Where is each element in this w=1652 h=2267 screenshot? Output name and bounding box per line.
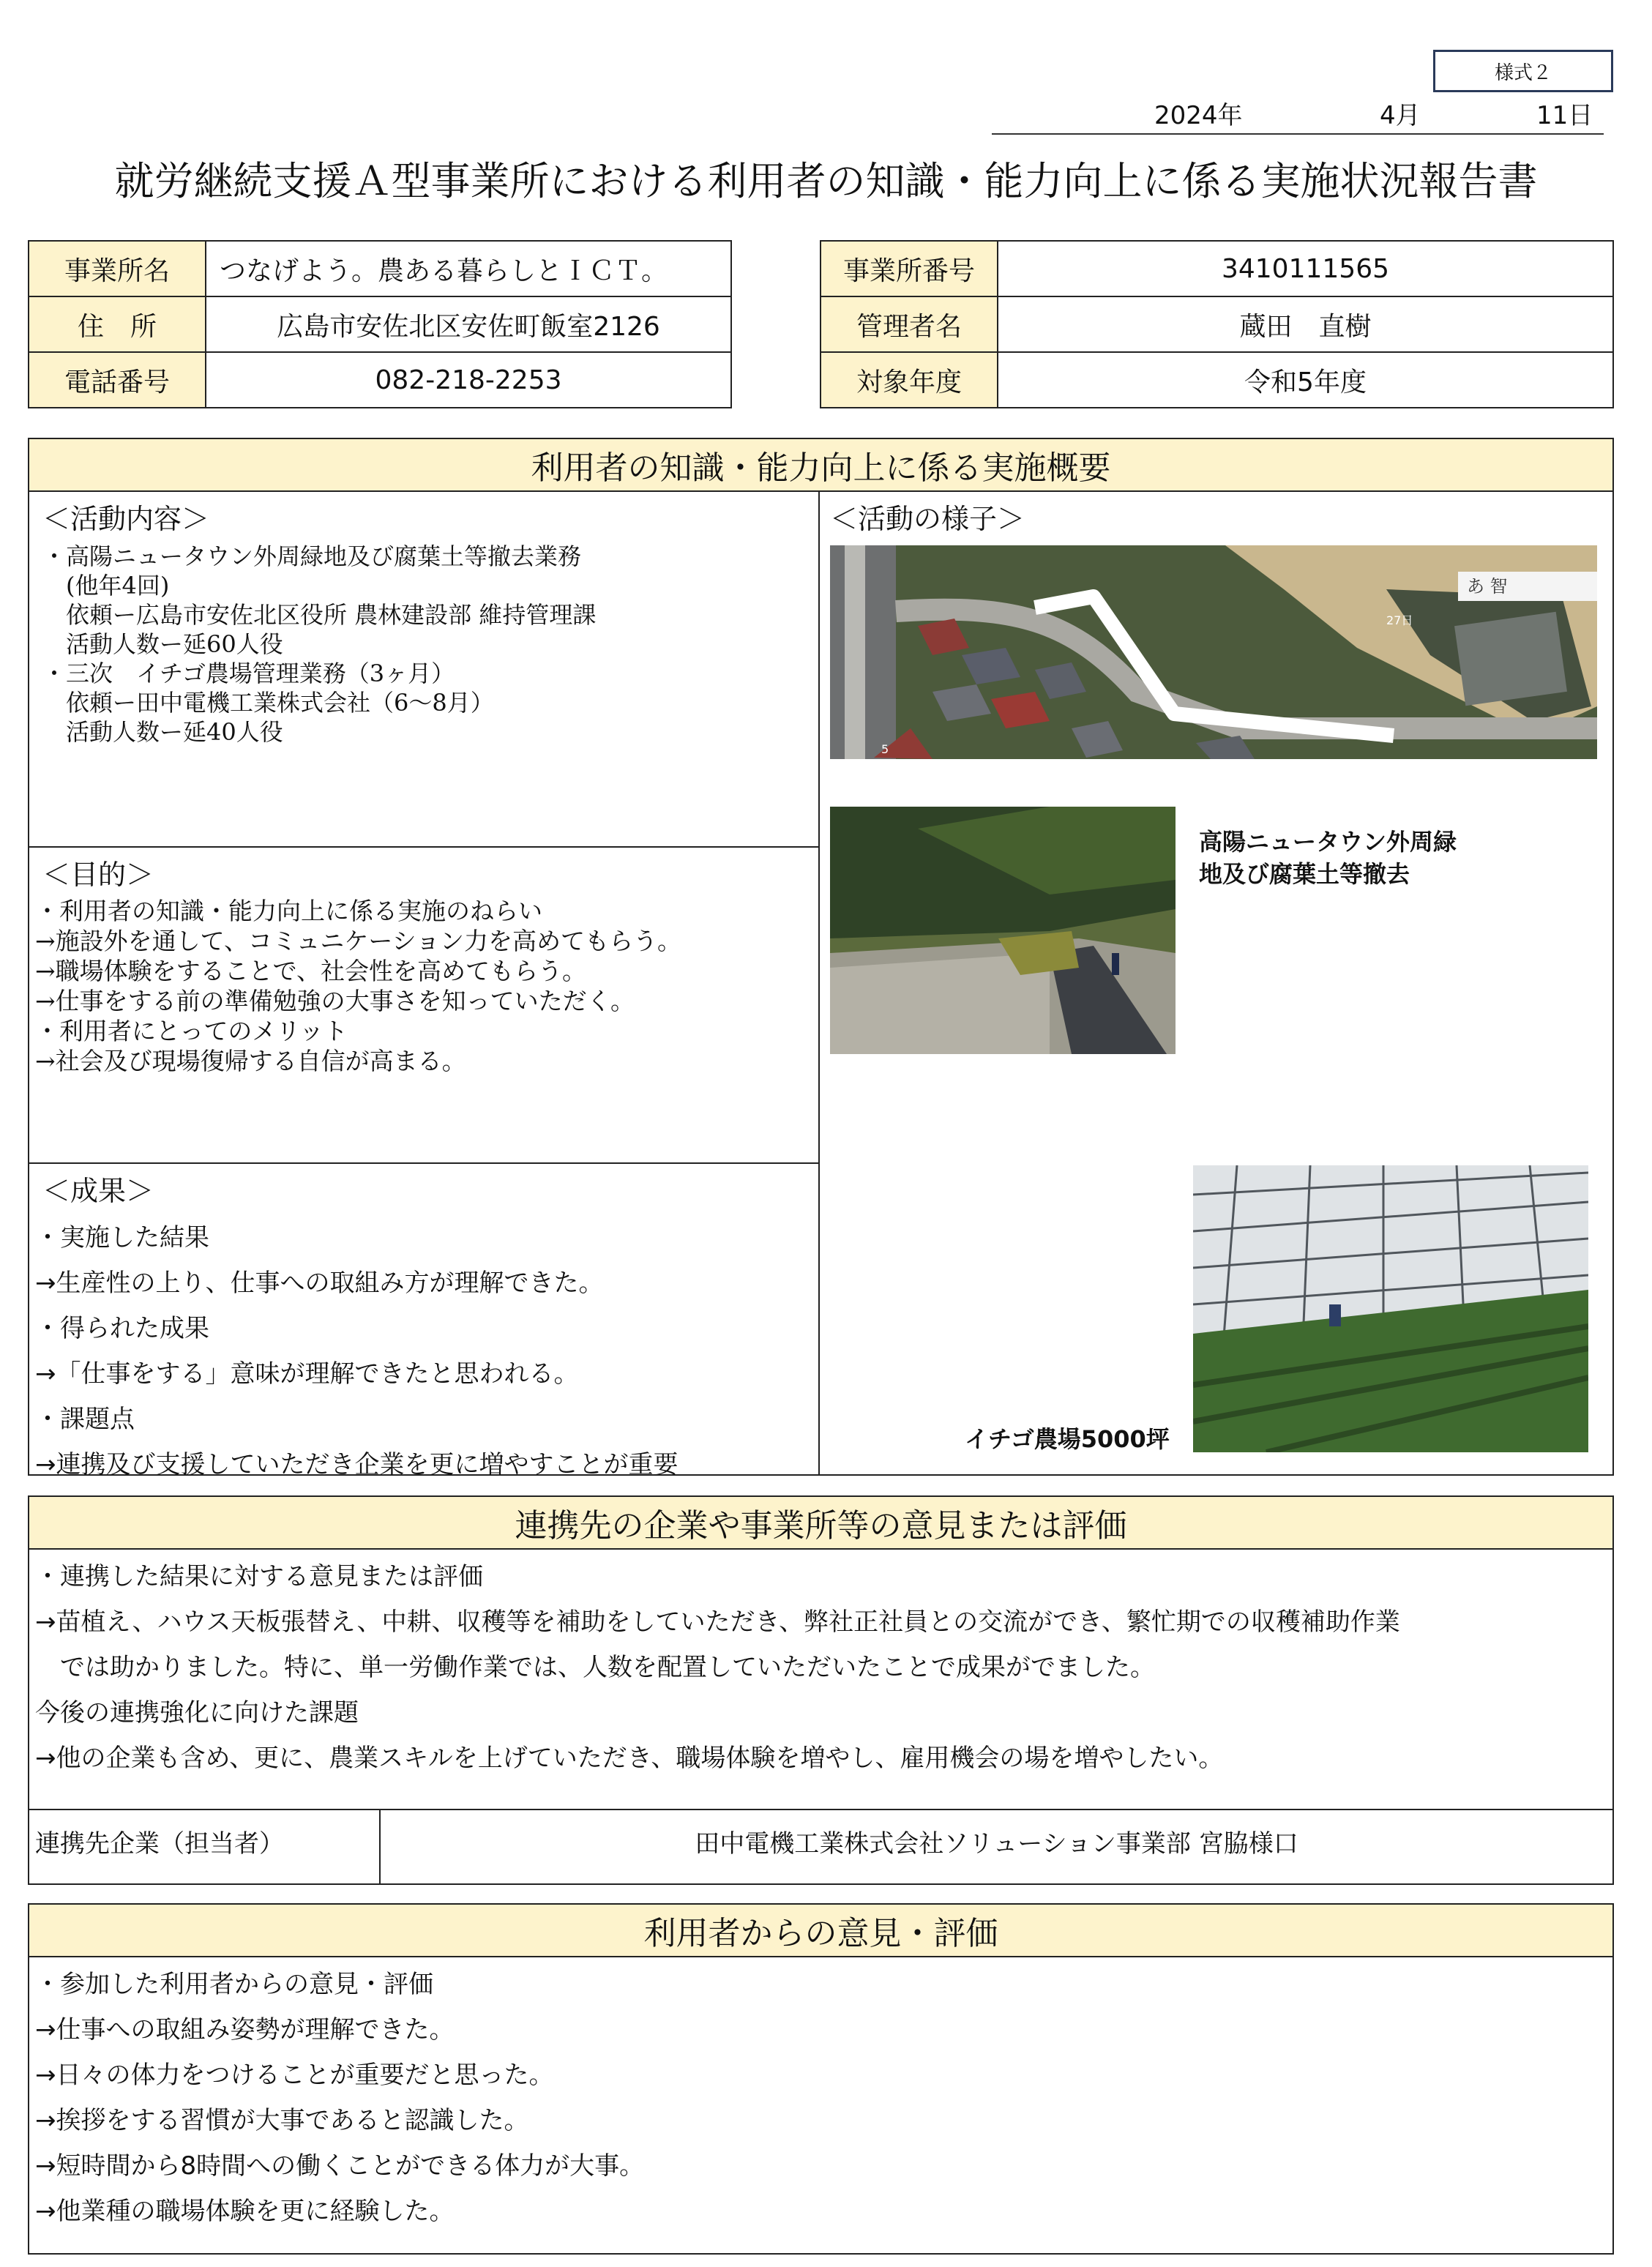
greenbelt-photo (830, 807, 1176, 1054)
aerial-map-image (830, 545, 1597, 759)
map-corner-label: 5 (881, 742, 889, 756)
strawberry-farm-image (1193, 1165, 1588, 1452)
purpose-panel (29, 848, 820, 1164)
purpose-line: ・利用者の知識・能力向上に係る実施のねらい (35, 897, 542, 925)
activity-line: 活動人数ー延60人役 (42, 630, 283, 658)
users-line: →挨拶をする習慣が大事であると認識した。 (35, 2106, 529, 2135)
map-building-label: 27日 (1386, 613, 1413, 627)
info-row-name (29, 241, 731, 296)
activity-line: 活動人数ー延40人役 (42, 718, 283, 746)
activity-line: (他年4回) (42, 572, 170, 600)
info-label: 住 所 (29, 296, 206, 352)
activity-panel (29, 490, 820, 848)
info-label: 事業所番号 (821, 241, 998, 296)
facility-number: 3410111565 (998, 241, 1613, 296)
purpose-line: →職場体験をすることで、社会性を高めてもらう。 (35, 957, 586, 985)
partner-evaluation-section (28, 1495, 1614, 1885)
target-year: 令和5年度 (998, 352, 1613, 408)
aerial-map-photo (830, 545, 1597, 759)
date-day: 11日 (1536, 101, 1593, 130)
info-row-manager (821, 296, 1613, 352)
result-line: ・課題点 (35, 1405, 135, 1434)
activity-line: 依頼ー田中電機工業株式会社（6〜8月） (42, 689, 494, 717)
info-label: 対象年度 (821, 352, 998, 408)
activity-text (42, 542, 596, 747)
greenbelt-image (830, 807, 1176, 1054)
facility-name: つなげよう。農ある暮らしとＩＣＴ。 (206, 241, 731, 296)
purpose-line: →社会及び現場復帰する自信が高まる。 (35, 1047, 466, 1075)
facility-phone: 082-218-2253 (206, 352, 731, 408)
info-label: 事業所名 (29, 241, 206, 296)
result-panel (29, 1164, 820, 1476)
facility-meta-table (820, 240, 1614, 408)
users-header: 利用者からの意見・評価 (29, 1905, 1612, 1957)
map-sign-label: あ 智 (1467, 576, 1508, 597)
user-evaluation-text (35, 1962, 644, 2234)
overview-section (28, 438, 1614, 1476)
result-line: →生産性の上り、仕事への取組み方が理解できた。 (35, 1269, 604, 1298)
purpose-text (35, 896, 681, 1076)
purpose-line: →仕事をする前の準備勉強の大事さを知っていただく。 (35, 987, 635, 1015)
users-line: →仕事への取組み姿勢が理解できた。 (35, 2015, 455, 2044)
result-line: →「仕事をする」意味が理解できたと思われる。 (35, 1359, 579, 1389)
photo-title: ＜活動の様子＞ (830, 503, 1025, 535)
facility-info-table (28, 240, 732, 408)
activity-line: ・高陽ニュータウン外周緑地及び腐葉土等撤去業務 (42, 542, 582, 570)
form-number-label: 様式２ (1433, 50, 1613, 92)
result-line: →連携及び支援していただき企業を更に増やすことが重要 (35, 1450, 679, 1476)
purpose-line: →施設外を通して、コミュニケーション力を高めてもらう。 (35, 927, 682, 955)
date-year: 2024年 (1154, 101, 1243, 130)
activity-line: 依頼ー広島市安佐北区役所 農林建設部 維持管理課 (42, 601, 597, 629)
users-line: →短時間から8時間への働くことができる体力が大事。 (35, 2151, 645, 2181)
partner-divider (29, 1809, 1612, 1810)
greenbelt-caption: 高陽ニュータウン外周緑 地及び腐葉土等撤去 (1199, 828, 1457, 888)
partner-header: 連携先の企業や事業所等の意見または評価 (29, 1497, 1612, 1550)
partner-line: 今後の連携強化に向けた課題 (35, 1698, 359, 1728)
partner-line: →苗植え、ハウス天板張替え、中耕、収穫等を補助をしていただき、弊社正社員との交流ができ、繁忙期での収穫補助作業 (35, 1607, 1400, 1637)
purpose-line: ・利用者にとってのメリット (35, 1017, 348, 1045)
result-line: ・得られた成果 (35, 1314, 209, 1343)
strawberry-farm-photo (1193, 1165, 1588, 1452)
info-row-phone (29, 352, 731, 408)
info-row-number (821, 241, 1613, 296)
partner-company-label: 連携先企業（担当者） (35, 1829, 284, 1859)
partner-evaluation-text (35, 1554, 1400, 1781)
partner-line: では助かりました。特に、単一労働作業では、人数を配置していただいたことで成果がでました。 (35, 1653, 1155, 1682)
activity-line: ・三次 イチゴ農場管理業務（3ヶ月） (42, 660, 455, 687)
report-date (992, 89, 1604, 135)
result-title: ＜成果＞ (42, 1175, 154, 1207)
activity-title: ＜活動内容＞ (42, 503, 210, 535)
overview-header: 利用者の知識・能力向上に係る実施概要 (29, 439, 1612, 492)
strawberry-farm-caption: イチゴ農場5000坪 (965, 1425, 1170, 1453)
partner-company-name: 田中電機工業株式会社ソリューション事業部 宮脇様口 (695, 1829, 1298, 1859)
result-line: ・実施した結果 (35, 1223, 209, 1252)
partner-line: →他の企業も含め、更に、農業スキルを上げていただき、職場体験を増やし、雇用機会の場を増やしたい。 (35, 1744, 1224, 1773)
purpose-title: ＜目的＞ (42, 859, 154, 891)
users-line: →他業種の職場体験を更に経験した。 (35, 2197, 455, 2226)
page-title: 就労継続支援Ａ型事業所における利用者の知識・能力向上に係る実施状況報告書 (114, 158, 1538, 204)
info-row-year (821, 352, 1613, 408)
users-line: →日々の体力をつけることが重要だと思った。 (35, 2061, 554, 2090)
user-evaluation-section (28, 1903, 1614, 2255)
manager-name: 蔵田 直樹 (998, 296, 1613, 352)
users-line: ・参加した利用者からの意見・評価 (35, 1970, 433, 1999)
partner-line: ・連携した結果に対する意見または評価 (35, 1562, 483, 1591)
result-text (35, 1215, 679, 1476)
info-row-address (29, 296, 731, 352)
facility-address: 広島市安佐北区安佐町飯室2126 (206, 296, 731, 352)
info-label: 電話番号 (29, 352, 206, 408)
info-label: 管理者名 (821, 296, 998, 352)
date-month: 4月 (1380, 101, 1421, 130)
